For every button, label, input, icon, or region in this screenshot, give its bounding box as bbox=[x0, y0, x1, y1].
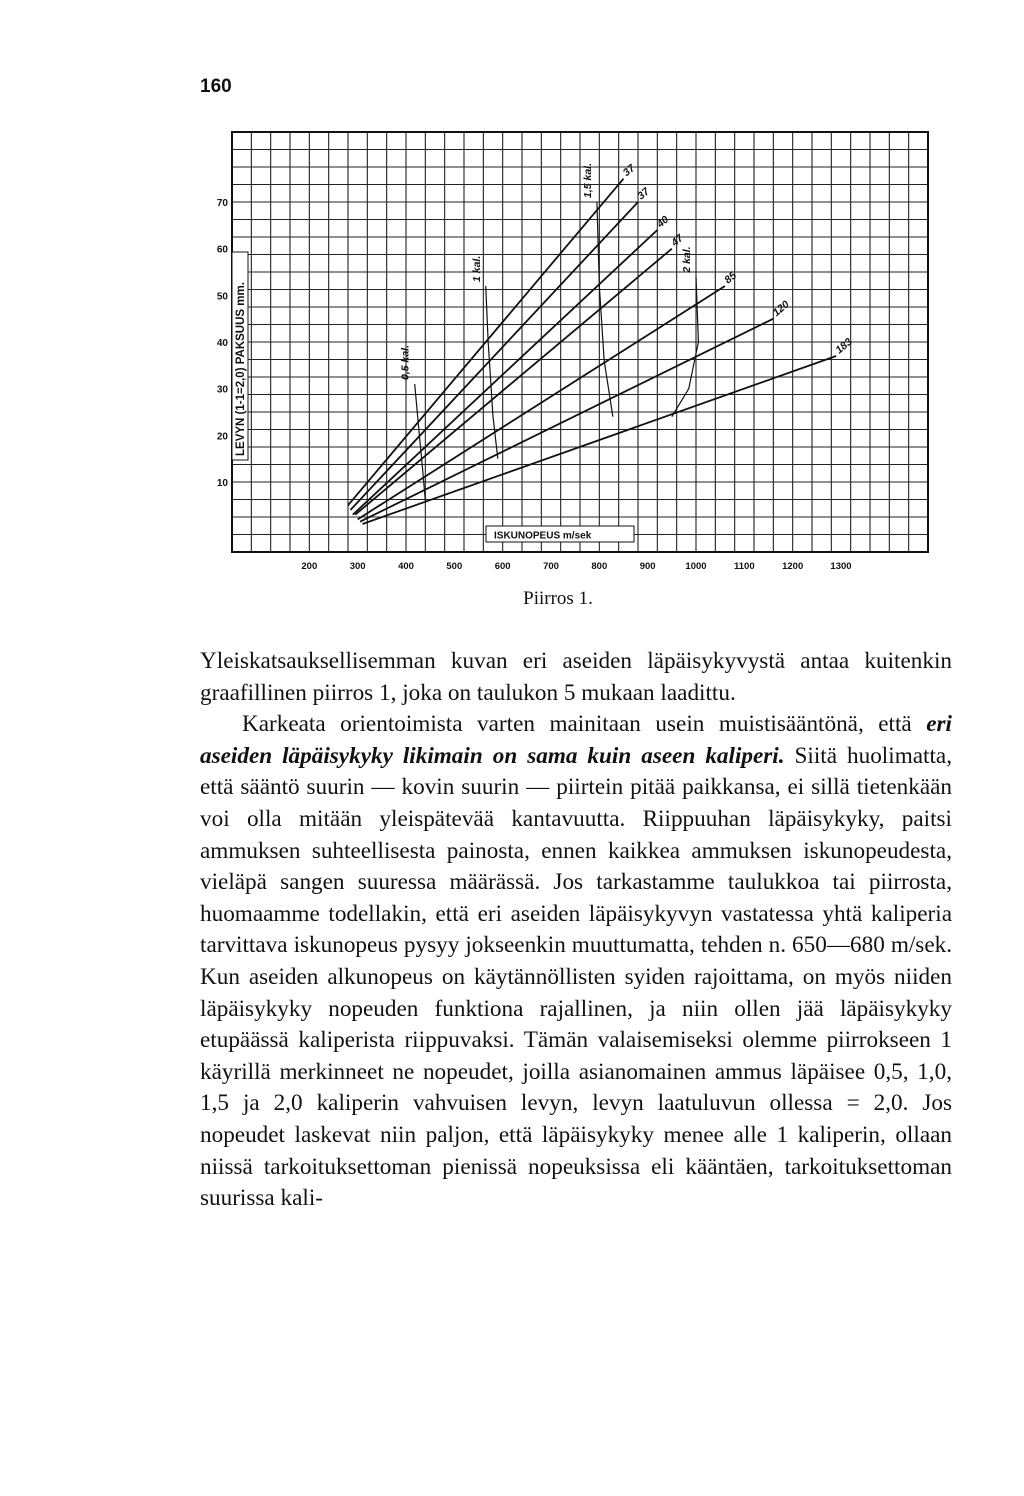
x-tick-labels bbox=[301, 561, 851, 572]
caliber-label: 2 kal. bbox=[681, 246, 693, 273]
x-tick-label: 1300 bbox=[830, 561, 852, 572]
series-label: 37 bbox=[635, 185, 652, 203]
x-tick-label: 800 bbox=[591, 561, 608, 572]
page-number: 160 bbox=[200, 76, 232, 97]
x-axis-title: ISKUNOPEUS m/sek bbox=[494, 530, 592, 542]
x-tick-label: 300 bbox=[349, 561, 366, 572]
x-tick-label: 500 bbox=[446, 561, 463, 572]
paragraph-2-start: Karkeata orientoimista varten mainitaan usein muistisääntönä, että bbox=[242, 711, 927, 738]
paragraph-2 bbox=[200, 709, 952, 1215]
x-tick-label: 1200 bbox=[782, 561, 804, 572]
y-tick-label: 20 bbox=[216, 431, 228, 443]
series-label: 47 bbox=[669, 232, 686, 249]
chart-grid bbox=[232, 132, 928, 552]
x-tick-label: 400 bbox=[398, 561, 414, 572]
paragraph-2-rest: Siitä huolimatta, että sääntö suurin — kovin suurin — piirtein pitää paikkansa, ei sillä tietenkään voi olla mitään yleispätevää kantavuutta. Riippuuhan läpäisykyky, paitsi ammuksen suhteellisesta painosta, ennen kaikkea ammuksen iskunopeudesta, vieläpä sangen suuressa määrässä. Jos tarkastamme taulukkoa tai piirrosta, huomaamme todellakin, että eri aseiden läpäisykyvyn vastatessa yhtä kaliperia tarvittava iskunopeus pysyy jokseenkin muuttumatta, tehden n. 650—680 m/sek. Kun aseiden alkunopeus on käytännöllisten syiden rajoittama, on myös niiden läpäisykyky nopeuden funktiona rajallinen, ja niin ollen jää läpäisykyky etupäässä kaliperista riippuvaksi. Tämän valaisemiseksi olemme piirrokseen 1 käyrillä merkinneet ne nopeudet, joilla asianomainen ammus läpäisee 0,5, 1,0, 1,5 ja 2,0 kaliperin vahvuisen levyn, levyn laatuluvun ollessa = 2,0. Jos nopeudet laskevat niin paljon, että läpäisykyky menee alle 1 kaliperin, ollaan niissä tarkoituksettoman pienissä nopeuksissa eli kääntäen, tarkoituksettoman suurissa kali- bbox=[200, 742, 952, 1212]
x-tick-label: 1000 bbox=[685, 561, 707, 572]
y-tick-label: 10 bbox=[216, 478, 228, 489]
y-tick-label: 60 bbox=[216, 244, 228, 256]
series-line bbox=[355, 249, 672, 515]
x-tick-label: 1100 bbox=[734, 561, 755, 572]
paragraph-1: Yleiskatsauksellisemman kuvan eri aseiden läpäisykyvystä antaa kuitenkin graafillinen piirros 1, joka on taulukon 5 mukaan laadittu. bbox=[200, 648, 952, 706]
series-label: 40 bbox=[654, 213, 672, 231]
penetration-chart bbox=[210, 120, 930, 580]
x-tick-label: 700 bbox=[543, 561, 559, 572]
caliber-curve bbox=[415, 384, 426, 501]
y-tick-label: 70 bbox=[216, 198, 228, 209]
caliber-label: 1 kal. bbox=[470, 255, 483, 282]
series-labels bbox=[621, 162, 855, 357]
y-tick-label: 50 bbox=[216, 291, 228, 303]
series-label: 85 bbox=[722, 269, 739, 287]
paragraph-2-emphasis: eri aseiden läpäisykyky likimain on sama kuin aseen kaliperi. bbox=[200, 711, 952, 769]
y-axis-title: LEVYN (1-1=2,0) PAKSUUS mm. bbox=[235, 282, 247, 456]
caliber-label: 1,5 kal. bbox=[581, 162, 594, 198]
caliber-curve bbox=[486, 286, 498, 459]
series-label: 183 bbox=[833, 335, 855, 357]
caliber-label: 0,5 kal. bbox=[399, 344, 412, 380]
series-line bbox=[353, 230, 658, 515]
series-label: 37 bbox=[620, 162, 638, 179]
y-tick-label: 30 bbox=[216, 384, 228, 396]
series-line bbox=[360, 319, 773, 522]
y-tick-label: 40 bbox=[216, 338, 228, 349]
x-tick-label: 600 bbox=[494, 561, 511, 572]
series-line bbox=[350, 202, 638, 510]
x-tick-label: 200 bbox=[301, 561, 318, 572]
series-label: 120 bbox=[770, 298, 792, 319]
y-tick-labels bbox=[217, 198, 229, 489]
figure-caption: Piirros 1. bbox=[523, 588, 593, 609]
caliber-curve bbox=[672, 277, 699, 417]
body-text bbox=[200, 646, 952, 1215]
series-lines bbox=[348, 179, 836, 524]
x-tick-label: 900 bbox=[639, 561, 656, 572]
